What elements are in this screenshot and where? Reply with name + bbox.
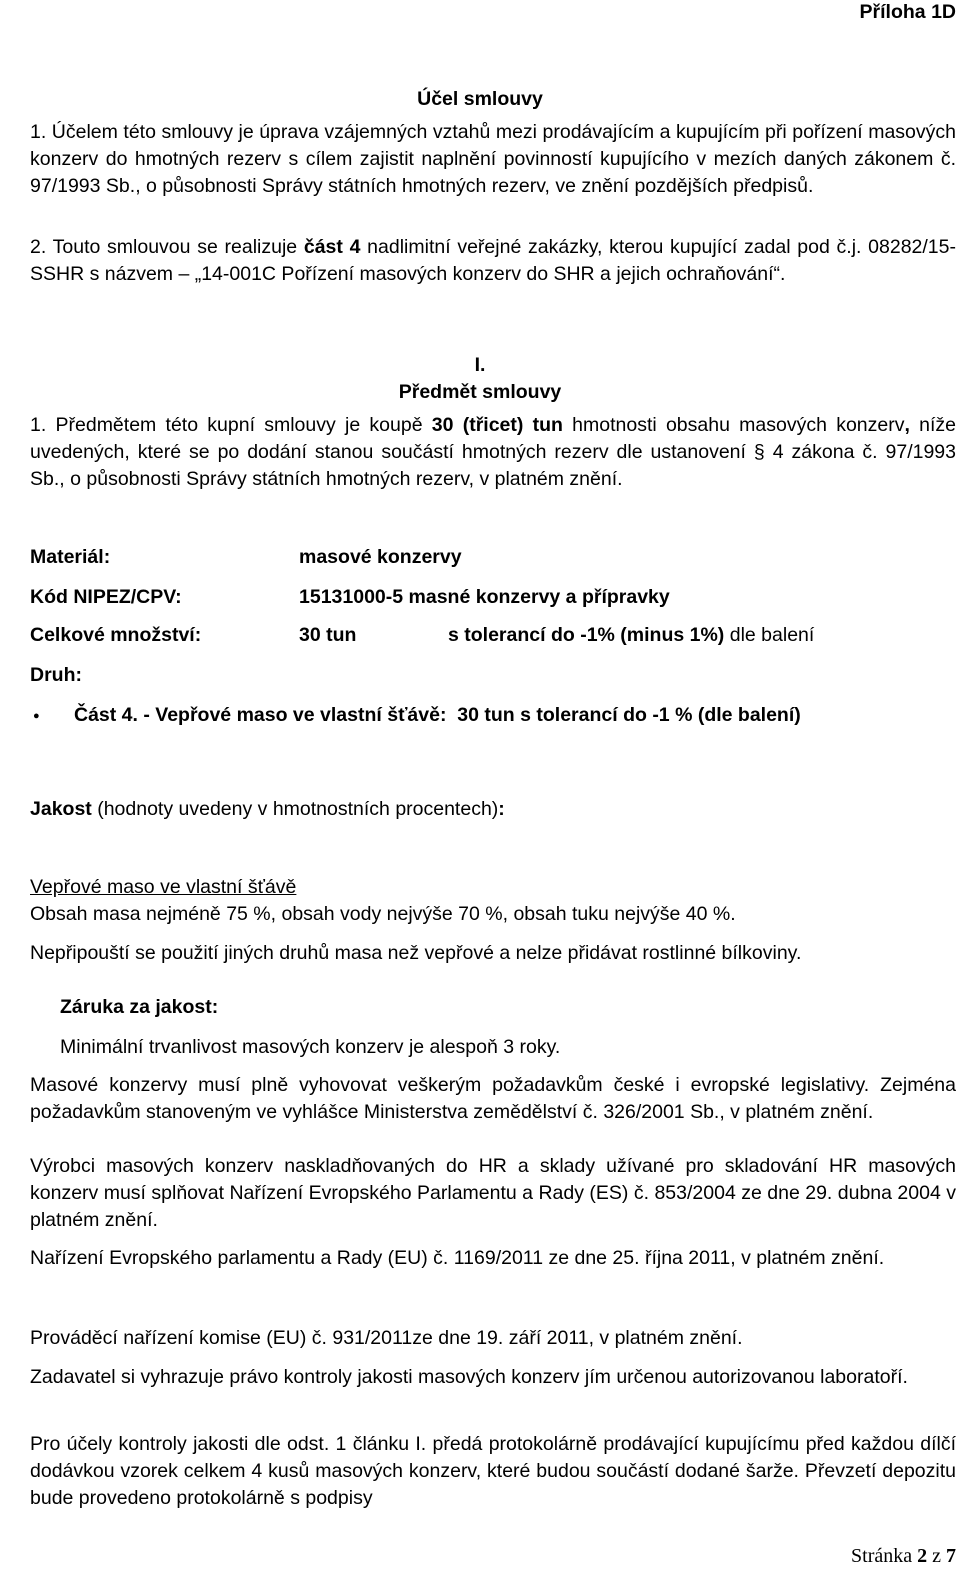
page-footer: Stránka 2 z 7 — [851, 1545, 956, 1567]
section-number: I. — [474, 354, 486, 376]
producers-paragraph: Výrobci masových konzerv naskladňovaných do HR a sklady užívané pro skladování HR masových konzerv musí splňovat Nařízení Evropského Parlamentu a Rady (ES) č. 853/2004 ze dne 29. dubna 2004 v platném znění. — [30, 1155, 956, 1231]
type-label: Druh: — [30, 664, 82, 686]
code-value: 15131000-5 masné konzervy a přípravky — [299, 586, 670, 608]
material-label: Materiál: — [30, 546, 111, 568]
purpose-title: Účel smlouvy — [417, 88, 543, 110]
quantity-value: 30 tun — [299, 624, 357, 646]
legislation-paragraph: Masové konzervy musí plně vyhovovat veškerým požadavkům české i evropské legislativy. Zejména požadavkům stanoveným ve vyhlášce Ministerstva zemědělství č. 326/2001 Sb., v platném znění. — [30, 1074, 956, 1123]
subject-paragraph: 1. Předmětem této kupní smlouvy je koupě 30 (třicet) tun hmotnosti obsahu masových konzerv, níže uvedených, které se po dodání stanou součástí hmotných rezerv dle ustanovení § 4 zákona č. 97/1993 Sb., o působnosti Správy státních hmotných rezerv, v platném znění. — [30, 414, 956, 490]
type-item: Část 4. - Vepřové maso ve vlastní šťávě: 30 tun s tolerancí do -1 % (dle balení) — [74, 704, 801, 726]
shelf-life-text: Minimální trvanlivost masových konzerv je alespoň 3 roky. — [60, 1036, 561, 1058]
control-paragraph: Zadavatel si vyhrazuje právo kontroly jakosti masových konzerv jím určenou autorizovanou laboratoří. — [30, 1366, 908, 1388]
quantity-tolerance: s tolerancí do -1% (minus 1%) dle balení — [448, 624, 815, 646]
purpose-paragraph-2: 2. Touto smlouvou se realizuje část 4 nadlimitní veřejné zakázky, kterou kupující zadal pod č.j. 08282/15-SSHR s názvem – „14-001C Pořízení masových konzerv do SHR a jejich ochraňování“. — [30, 236, 956, 285]
quantity-label: Celkové množství: — [30, 624, 202, 646]
guarantee-title: Záruka za jakost: — [60, 996, 219, 1018]
bullet-icon: ● — [33, 710, 40, 722]
purpose-paragraph-1: 1. Účelem této smlouvy je úprava vzájemných vztahů mezi prodávajícím a kupujícím při pořízení masových konzerv do hmotných rezerv s cílem zajistit naplnění povinností kupujícího v mezích daných zákonem č. 97/1993 Sb., o působnosti Správy státních hmotných rezerv, ve znění pozdějších předpisů. — [30, 121, 956, 197]
restriction-text: Nepřipouští se použití jiných druhů masa než vepřové a nelze přidávat rostlinné bílkoviny. — [30, 942, 802, 964]
composition-text: Obsah masa nejméně 75 %, obsah vody nejvýše 70 %, obsah tuku nejvýše 40 %. — [30, 903, 736, 925]
section-title: Předmět smlouvy — [398, 381, 562, 403]
product-name: Vepřové maso ve vlastní šťávě — [30, 876, 297, 898]
code-label: Kód NIPEZ/CPV: — [30, 586, 182, 608]
regulation-1169-paragraph: Nařízení Evropského parlamentu a Rady (EU) č. 1169/2011 ze dne 25. října 2011, v platném znění. — [30, 1247, 885, 1269]
material-value: masové konzervy — [299, 546, 462, 568]
quality-heading: Jakost (hodnoty uvedeny v hmotnostních procentech): — [30, 798, 505, 820]
regulation-931-text: Prováděcí nařízení komise (EU) č. 931/2011ze dne 19. září 2011, v platném znění. — [30, 1327, 743, 1349]
annex-label: Příloha 1D — [859, 1, 956, 23]
samples-paragraph: Pro účely kontroly jakosti dle odst. 1 článku I. předá protokolárně prodávající kupujícímu před každou dílčí dodávkou vzorek celkem 4 kusů masových konzerv, které budou součástí dodané šarže. Převzetí depozitu bude provedeno protokolárně s podpisy — [30, 1433, 956, 1509]
